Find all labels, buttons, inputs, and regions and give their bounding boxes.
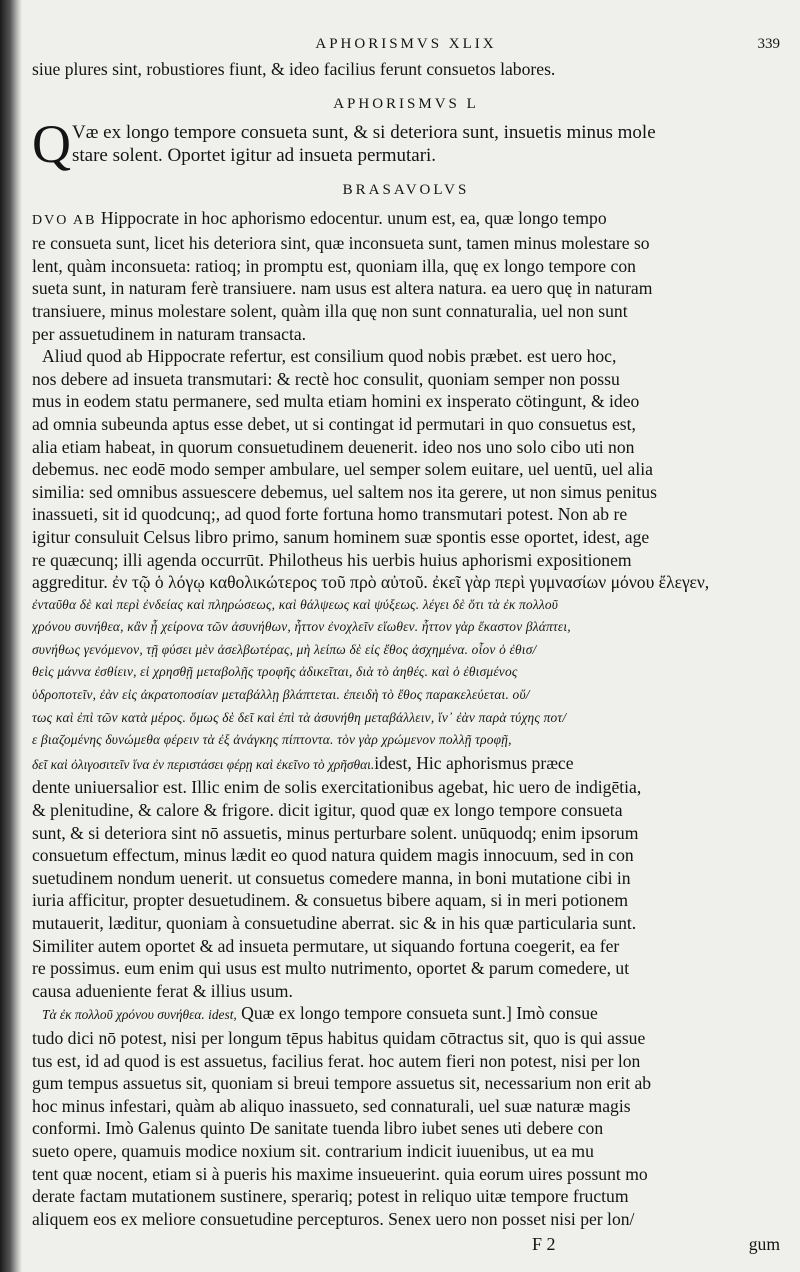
commentary-line: iuria afficitur, propter desuetudinem. & consuetus bibere aquam, si in meri potionem — [32, 890, 629, 911]
commentary-line: mutauerit, læditur, quoniam à consuetudine aberrat. sic & in his quæ particularia sunt. — [32, 913, 637, 933]
lemma-line — [32, 1002, 780, 1027]
commentary-line: transiuere, minus molestare solent, quàm illa quę non sunt connaturalia, uel non sunt — [32, 300, 628, 321]
commentary-line: gum tempus assuetus sit, quoniam si breui tempore assuetus sit, necessarium non erit ab — [32, 1073, 652, 1094]
commentary-line: re consueta sunt, licet his deteriora sint, quæ inconsueta sunt, tamen minus molestare so — [32, 233, 650, 254]
commentary-line: consuetum effectum, minus lædit eo quod natura quidem magis innocuum, sed in con — [32, 845, 634, 866]
intro-line: siue plures sint, robustiores fiunt, & ideo facilius ferunt consuetos labores. — [32, 59, 556, 79]
commentary-line: causa adueniente ferat & illius usum. — [32, 980, 293, 1001]
commentary-line: sunt, & si deteriora sint nō assuetis, minus perturbare solent. unūquodq; enim ipsorum — [32, 822, 639, 843]
page-number: 339 — [757, 36, 780, 52]
greek-quote-line: ὑδροποτεῖν, ἐὰν εἰς ἀκρατοποσίαν μεταβάλλῃ βλάπτεται. ἐπειδὴ τὸ ἔθος παρακελεύεται. οὕ/ — [32, 687, 530, 703]
aphorism-line: stare solent. Oportet igitur ad insueta permutari. — [72, 144, 437, 166]
commentary-line: ad omnia subeunda aptus esse debet, ut si contingat id permutari in quo consuetus est, — [32, 413, 636, 434]
page-gutter-shadow — [0, 0, 22, 1272]
aphorism-heading: APHORISMVS L — [333, 95, 479, 112]
commentary-line: & plenitudine, & calore & frigore. dicit igitur, quod quæ ex longo tempore consueta — [32, 800, 623, 821]
commentary-line: similia: sed omnibus assuescere debemus, uel saltem nos ita gerere, ut non simus penitus — [32, 481, 657, 502]
commentary-line: tudo dici nō potest, nisi per longum tēpus habitus quidam cōtractus sit, quo is qui assue — [32, 1027, 646, 1048]
commentary-line: sueta sunt, in naturam ferè transiuere. nam usus est altera natura. ea uero quę in naturam — [32, 278, 653, 299]
text-block — [32, 36, 780, 1256]
commentary-line: igitur consuluit Celsus libro primo, sanum hominem suæ spontis esse oportet, idest, age — [32, 526, 650, 547]
commentary-line: Similiter autem oportet & ad insueta permutare, ut siquando fortuna coegerit, ea fer — [32, 935, 620, 956]
opening-words: DVO AB — [32, 212, 97, 228]
commentary-line: re possimus. eum enim qui usus est multo nutrimento, oportet & parum comedere, ut — [32, 958, 630, 979]
commentary-line: per assuetudinem in naturam transacta. — [32, 323, 307, 344]
running-title: APHORISMVS XLIX — [315, 36, 497, 52]
commentary-line: nos debere ad insueta transmutari: & rectè hoc consulit, quoniam semper non possu — [32, 368, 620, 389]
commentary-line: aliquem eos ex meliore consuetudine percepturos. Senex uero non posset nisi per lon/ — [32, 1208, 635, 1229]
catchword: gum — [748, 1234, 780, 1255]
commentary-line: debemus. nec eodē modo semper ambulare, uel semper solem euitare, uel uentū, uel alia — [32, 459, 653, 480]
greek-quote-line: χρόνου συνήθεα, κἂν ᾖ χείρονα τῶν ἀσυνήθων, ἧττον ἐνοχλεῖν εἴωθεν. ἧττον γὰρ ἕκαστον βλάπτει, — [32, 619, 571, 635]
commentary-line: dente uniuersalior est. Illic enim de solis exercitationibus agebat, hic uero de indigētia, — [32, 777, 642, 798]
commentary-line: lent, quàm inconsueta: ratioq; in promptu est, quoniam illa, quę ex longo tempore con — [32, 255, 636, 276]
greek-quote-line: ἐνταῦθα δὲ καὶ περὶ ἐνδείας καὶ πληρώσεως, καὶ θάλψεως καὶ ψύξεως. λέγει δὲ ὅτι τὰ ἐκ πολλοῦ — [32, 596, 559, 612]
mixed-line — [32, 752, 780, 777]
commentary-line: mus in eodem statu permanere, sed multa etiam homini ex insperato cötingunt, & ideo — [32, 391, 640, 412]
commentary-line: alia etiam habeat, in quorum consuetudinem deuenerit. ideo nos uno solo cibo uti non — [32, 436, 635, 457]
commentary-heading: BRASAVOLVS — [342, 181, 470, 198]
commentary-line: sueto opere, quamuis modice noxium sit. contrarium indicit iuuenibus, ut ea mu — [32, 1140, 594, 1161]
commentary-line: Aliud quod ab Hippocrate refertur, est consilium quod nobis præbet. est uero hoc, — [42, 346, 617, 367]
commentary-line: derate factam mutationem sustinere, sperariq; potest in reliquo uitæ tempore fructum — [32, 1186, 629, 1207]
page-footer — [32, 1234, 780, 1256]
drop-cap: Q — [32, 113, 71, 174]
greek-quote-line: ε βιαζομένης δυνώμεθα φέρειν τὰ ἐξ ἀνάγκης πίπτοντα. τὸν γὰρ χρώμενον πολλῇ τροφῇ, — [32, 732, 512, 748]
translation-start: idest, Hic aphorismus præce — [374, 752, 574, 773]
running-header — [32, 36, 780, 58]
aphorism-text — [32, 113, 780, 174]
greek-quote-line: τως καὶ ἐπὶ τῶν κατὰ μέρος. ὅμως δὲ δεῖ καὶ ἐπὶ τὰ ἀσυνήθη μεταβάλλειν, ἵν᾽ ἐὰν παρὰ τύχης ποτ/ — [32, 709, 567, 725]
commentary-line: tent quæ nocent, etiam si à pueris his maxime insueuerint. quia eorum uires possunt mo — [32, 1163, 648, 1184]
greek-quote-line: συνήθως γενόμενον, τῇ φύσει μὲν ἀσελβωτέρας, μὴ λείπω δὲ εἰς ἔθος ἀσχημένα. οἷον ὁ ἐθισ/ — [32, 641, 537, 657]
greek-quote-line: δεῖ καὶ ὀλιγοσιτεῖν ἵνα ἐν περιστάσει φέρῃ καὶ ἐκεῖνο τὸ χρῆσθαι. — [32, 756, 375, 772]
commentary-line: aggreditur. ἐν τῷ ὁ λόγῳ καθολικώτερος τοῦ πρὸ αὐτοῦ. ἐκεῖ γὰρ περὶ γυμνασίων μόνου ἔλεγεν, — [32, 572, 710, 593]
commentary-line — [32, 207, 780, 233]
commentary-line: suetudinem nondum uenerit. ut consuetus comedere manna, in boni mutatione cibi in — [32, 867, 631, 888]
commentary-line: re quæcunq; illi agenda occurrūt. Philotheus his uerbis huius aphorismi expositionem — [32, 549, 632, 570]
signature-mark: F 2 — [532, 1234, 556, 1255]
commentary-line-text: Hippocrate in hoc aphorismo edocentur. unum est, ea, quæ longo tempo — [96, 207, 607, 228]
lemma-greek: Τὰ ἐκ πολλοῦ χρόνου συνήθεα. idest, — [42, 1007, 237, 1023]
aphorism-line: Væ ex longo tempore consueta sunt, & si deteriora sunt, insuetis minus mole — [72, 121, 656, 143]
commentary-line: conformi. Imò Galenus quinto De sanitate tuenda libro iubet senes uti debere con — [32, 1118, 604, 1139]
commentary-line: hoc minus infestari, quàm ab aliquo inassueto, sed connaturali, uel suæ naturæ magis — [32, 1095, 631, 1116]
commentary-line: tus est, id ad quod is est assuetus, facilius ferat. hoc autem fieri non potest, nisi per lon — [32, 1050, 641, 1071]
greek-quote-line: θεὶς μάννα ἐσθίειν, εἰ χρησθῇ μεταβολῇς τροφῆς ἀδικεῖται, διὰ τὸ ἀηθές. καὶ ὁ ἐθισμένος — [32, 664, 518, 680]
commentary-line: inassueti, sit id quodcunq;, ad quod forte fortuna homo transmutari potest. Non ab re — [32, 504, 628, 525]
lemma-latin: Quæ ex longo tempore consueta sunt.] Imò consue — [236, 1003, 598, 1024]
